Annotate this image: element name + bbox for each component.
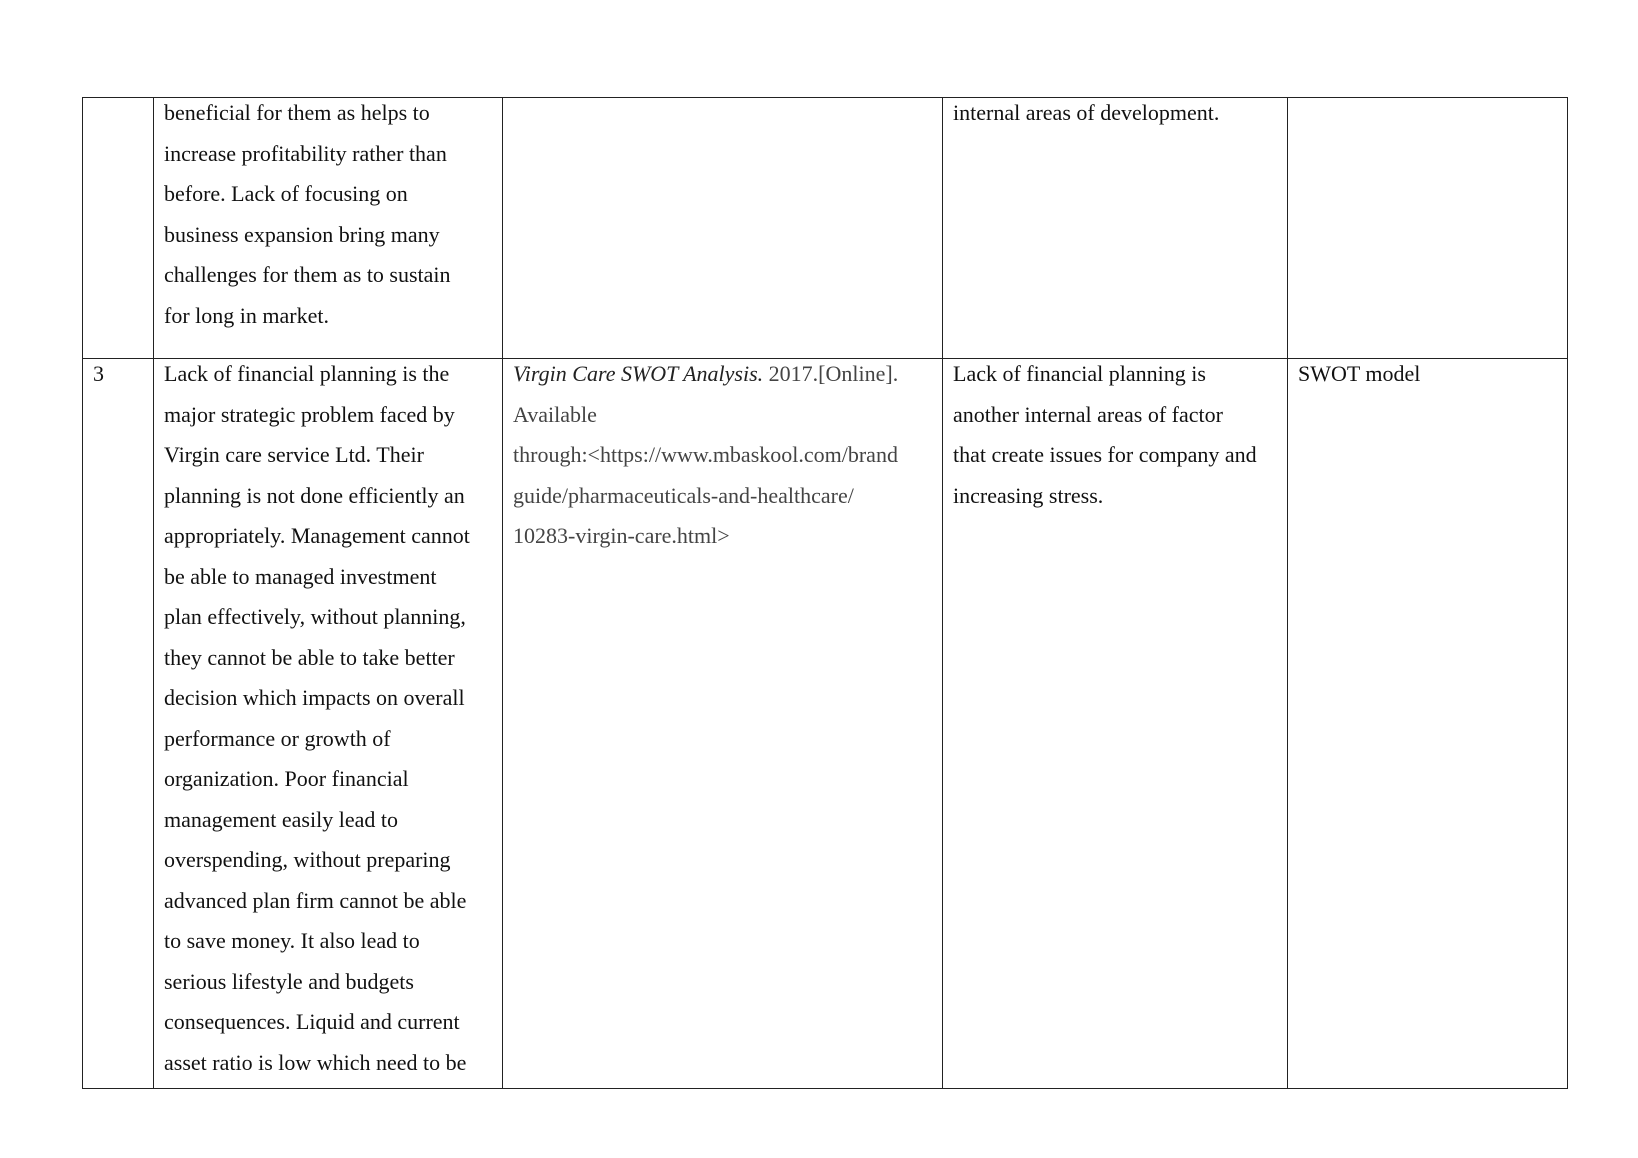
text-line: for long in market.: [164, 302, 329, 328]
text-line: business expansion bring many: [164, 221, 440, 247]
text-line: asset ratio is low which need to be: [164, 1049, 467, 1075]
text-line: management easily lead to: [164, 806, 398, 832]
reference-url: 10283-virgin-care.html>: [513, 523, 730, 548]
text-line: to save money. It also lead to: [164, 928, 420, 953]
text-line: serious lifestyle and budgets: [164, 968, 414, 994]
area-cell: [943, 98, 1288, 359]
text-line: Lack of financial planning is the: [164, 361, 450, 386]
text-line: another internal areas of factor: [953, 401, 1223, 427]
reference-cell: [503, 359, 943, 1089]
text-line: decision which impacts on overall: [164, 685, 465, 710]
reference-url: guide/pharmaceuticals-and-healthcare/: [513, 482, 854, 508]
description-cell: [154, 359, 503, 1089]
text-line: be able to managed investment: [164, 563, 437, 589]
text-line: internal areas of development.: [953, 100, 1220, 125]
reference-cell: [503, 98, 943, 359]
description-cell: [154, 98, 503, 359]
model-cell: [1288, 359, 1568, 1089]
model-cell: [1288, 98, 1568, 359]
text-line: advanced plan firm cannot be able: [164, 887, 467, 913]
text-line: Lack of financial planning is: [953, 361, 1206, 386]
text-line: consequences. Liquid and current: [164, 1009, 460, 1034]
reference-line: Available: [513, 401, 597, 427]
text-line: beneficial for them as helps to: [164, 100, 430, 125]
text-line: increase profitability rather than: [164, 140, 447, 166]
analysis-table: [82, 97, 1568, 1089]
reference-line: [513, 359, 932, 400]
text-line: challenges for them as to sustain: [164, 262, 451, 287]
table-row: [83, 359, 1568, 1089]
text-line: that create issues for company and: [953, 442, 1257, 467]
row-number: [83, 98, 154, 359]
text-line: appropriately. Management cannot: [164, 523, 470, 548]
reference-title: Virgin Care SWOT Analysis.: [513, 361, 764, 386]
model-text: SWOT model: [1298, 361, 1421, 386]
reference-url: through:<https://www.mbaskool.com/brand: [513, 442, 898, 467]
text-line: before. Lack of focusing on: [164, 181, 408, 206]
text-line: they cannot be able to take better: [164, 644, 455, 670]
text-line: performance or growth of: [164, 725, 391, 751]
reference-text: 2017.[Online].: [763, 361, 899, 386]
text-line: plan effectively, without planning,: [164, 604, 466, 629]
area-cell: [943, 359, 1288, 1089]
text-line: major strategic problem faced by: [164, 401, 455, 427]
text-line: overspending, without preparing: [164, 847, 451, 872]
text-line: planning is not done efficiently an: [164, 482, 465, 508]
text-line: organization. Poor financial: [164, 766, 409, 791]
text-line: increasing stress.: [953, 482, 1104, 508]
row-number-text: 3: [93, 361, 104, 386]
text-line: Virgin care service Ltd. Their: [164, 442, 424, 467]
row-number: [83, 359, 154, 1089]
table-row: [83, 98, 1568, 359]
